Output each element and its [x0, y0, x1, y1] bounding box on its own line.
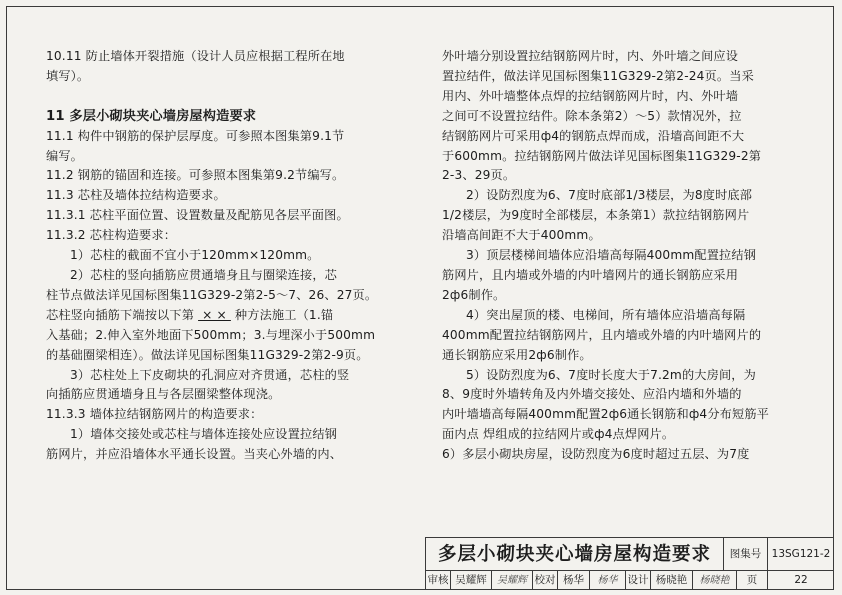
- text-line: [46, 87, 404, 107]
- text-line: 向插筋应贯通墙身且与各层圈梁整体现浇。: [46, 387, 281, 402]
- atlas-number-label: 图集号: [724, 538, 768, 571]
- check-label: 校对: [533, 571, 558, 590]
- text-line: 用内、外叶墙整体点焊的拉结钢筋网片时，内、外叶墙: [442, 88, 739, 103]
- text-line: 面内点 焊组成的拉结网片或ф4点焊网片。: [442, 427, 675, 442]
- text-line: 之间可不设置拉结件。除本条第2）～5）款情况外，拉: [442, 108, 742, 123]
- text-line: 3）芯柱处上下皮砌块的孔洞应对齐贯通，芯柱的竖: [70, 367, 350, 382]
- checker-name: 杨华: [558, 571, 590, 590]
- text-line: 1）墙体交接处或芯柱与墙体连接处应设置拉结钢: [70, 427, 337, 442]
- blank-placeholder: × ×: [198, 307, 231, 322]
- text-line: 10.11 防止墙体开裂措施（设计人员应根据工程所在地: [46, 49, 345, 63]
- text-line: 1）芯柱的截面不宜小于120mm×120mm。: [70, 248, 320, 263]
- text-line: 11.2 钢筋的锚固和连接。可参照本图集第9.2节编写。: [46, 168, 345, 183]
- text-line: 沿墙高间距不大于400mm。: [442, 228, 601, 243]
- text-line: 6）多层小砌块房屋，设防烈度为6度时超过五层、为7度: [442, 447, 750, 462]
- atlas-number: 13SG121-2: [768, 538, 834, 571]
- text-line: 11.3 芯柱及墙体拉结构造要求。: [46, 188, 226, 203]
- text-line: 于600mm。拉结钢筋网片做法详见国标图集11G329-2第: [442, 148, 762, 163]
- text-line: 的基础圈梁相连）。做法详见国标图集11G329-2第2-9页。: [46, 347, 369, 362]
- title-block: [425, 537, 834, 590]
- text-line: 11.3.2 芯柱构造要求：: [46, 228, 177, 243]
- reviewer-name: 吴耀辉: [451, 571, 492, 590]
- text-line: 置拉结件，做法详见国标图集11G329-2第2-24页。当采: [442, 68, 754, 83]
- right-column: [442, 47, 804, 465]
- text-line: 芯柱竖向插筋下端按以下第 × × 种方法施工（1.锚: [46, 307, 334, 322]
- text-line: 5）设防烈度为6、7度时长度大于7.2m的大房间，为: [466, 367, 756, 382]
- text-line: 1/2楼层，为9度时全部楼层，本条第1）款拉结钢筋网片: [442, 208, 750, 223]
- text-line: 筋网片，并应沿墙体水平通长设置。当夹心外墙的内、: [46, 447, 343, 462]
- text-line: 填写）。: [46, 68, 90, 83]
- text-line: 2-3、29页。: [442, 168, 516, 183]
- text-line: 筋网片，且内墙或外墙的内叶墙网片的通长钢筋应采用: [442, 267, 739, 282]
- text-line: 编写。: [46, 148, 84, 163]
- text-line: 3）顶层楼梯间墙体应沿墙高每隔400mm配置拉结钢: [466, 248, 757, 263]
- page-number: 22: [794, 574, 808, 586]
- text-line: 11.3.3 墙体拉结钢筋网片的构造要求：: [46, 407, 263, 422]
- text-line: 8、9度时外墙转角及内外墙交接处、应沿内墙和外墙的: [442, 387, 742, 402]
- text-line: 400mm配置拉结钢筋网片，且内墙或外墙的内叶墙网片的: [442, 327, 762, 342]
- design-label: 设计: [626, 571, 651, 590]
- left-column: [46, 47, 404, 465]
- text-line: 结钢筋网片可采用ф4的钢筋点焊而成，沿墙高间距不大: [442, 128, 745, 143]
- review-label: 审核: [426, 571, 451, 590]
- designer-signature: 杨晓艳: [693, 571, 737, 590]
- checker-signature: 杨华: [590, 571, 626, 590]
- text-line: 入基础；2.伸入室外地面下500mm；3.与埋深小于500mm: [46, 327, 376, 342]
- section-heading: 11 多层小砌块夹心墙房屋构造要求: [46, 108, 257, 124]
- text-line: 2）设防烈度为6、7度时底部1/3楼层，为8度时底部: [466, 188, 753, 203]
- text-line: 4）突出屋顶的楼、电梯间，所有墙体应沿墙高每隔: [466, 307, 746, 322]
- text-line: 11.1 构件中钢筋的保护层厚度。可参照本图集第9.1节: [46, 128, 345, 143]
- designer-name: 杨晓艳: [651, 571, 693, 590]
- drawing-title: 多层小砌块夹心墙房屋构造要求: [426, 538, 724, 571]
- page-label: 页: [737, 571, 768, 590]
- text-line: 2）芯柱的竖向插筋应贯通墙身且与圈梁连接，芯: [70, 267, 337, 282]
- text-line: 内叶墙墙高每隔400mm配置2ф6通长钢筋和ф4分布短筋平: [442, 407, 770, 422]
- text-line: 外叶墙分别设置拉结钢筋网片时，内、外叶墙之间应设: [442, 49, 739, 63]
- text-line: 柱节点做法详见国标图集11G329-2第2-5～7、26、27页。: [46, 287, 378, 302]
- reviewer-signature: 吴耀辉: [492, 571, 533, 590]
- text-line: 2ф6制作。: [442, 287, 506, 302]
- text-line: 通长钢筋应采用2ф6制作。: [442, 347, 592, 362]
- text-line: 11.3.1 芯柱平面位置、设置数量及配筋见各层平面图。: [46, 208, 349, 223]
